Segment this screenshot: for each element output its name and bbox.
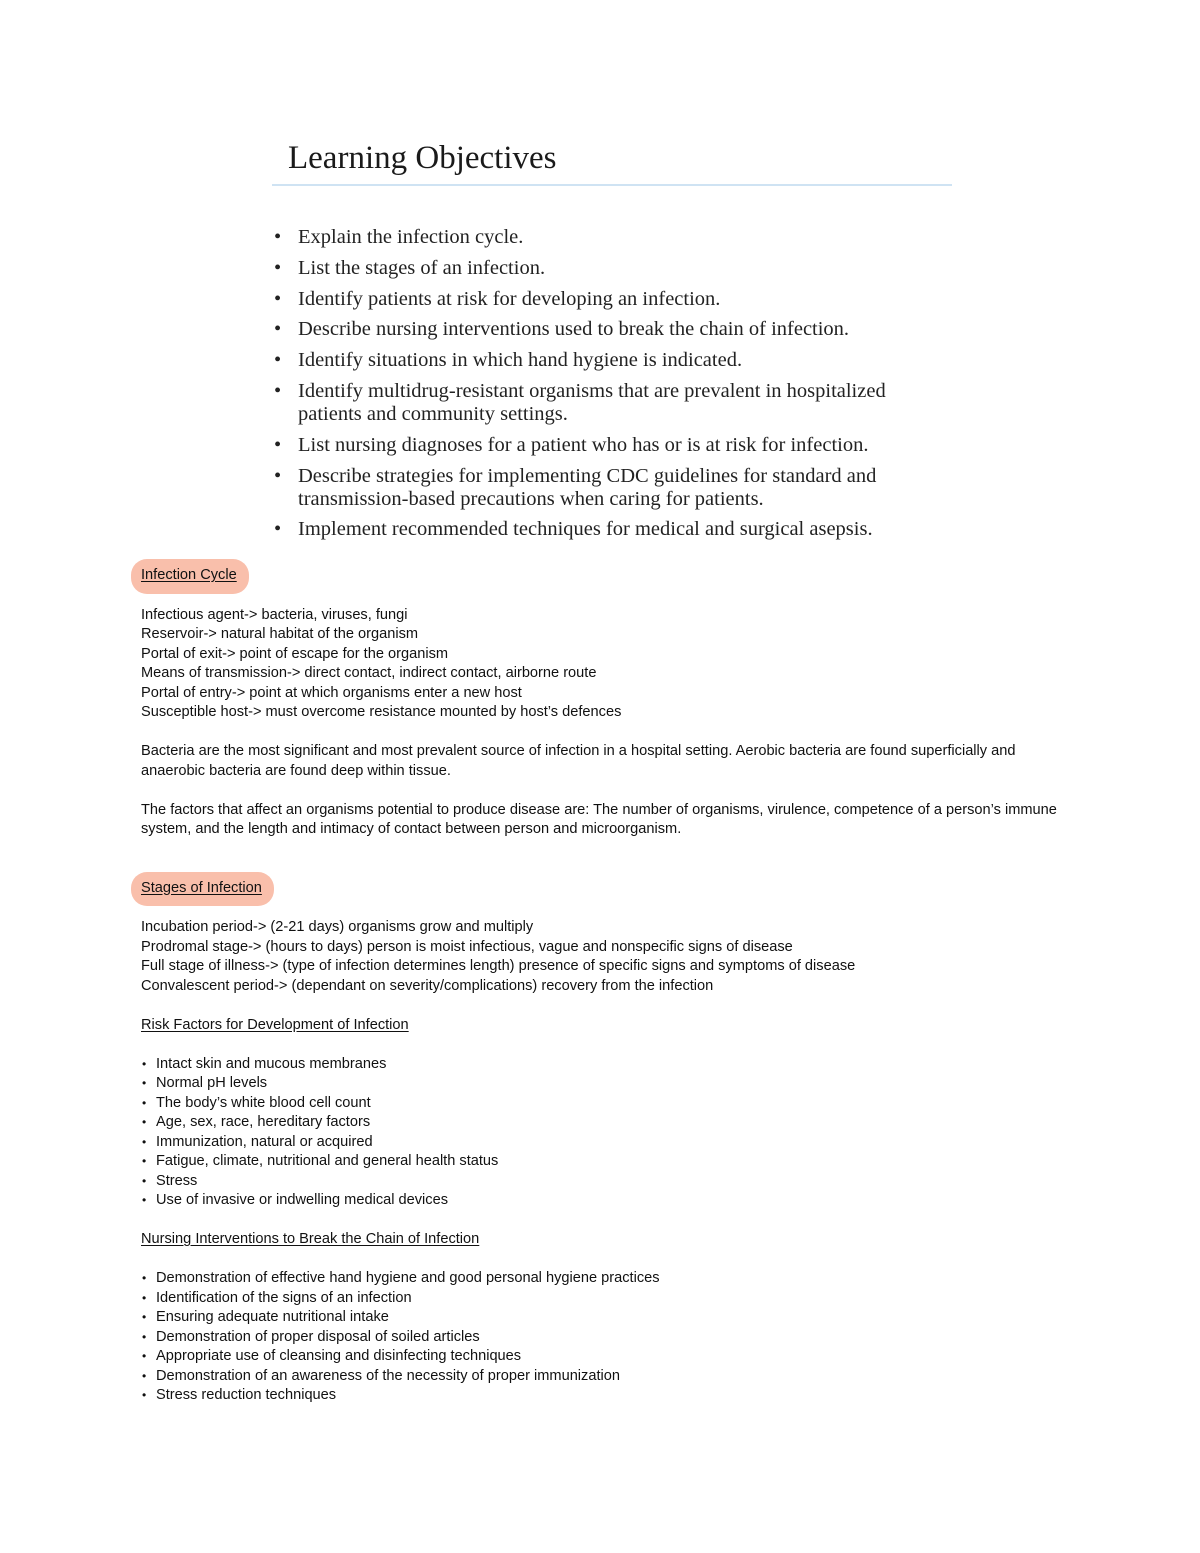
list-item: • Demonstration of effective hand hygiene and good personal hygiene practices <box>141 1269 1061 1289</box>
stages-list <box>141 918 1061 996</box>
list-item: Prodromal stage-> (hours to days) person is moist infectious, vague and nonspecific signs of disease <box>141 938 793 955</box>
bacteria-paragraph: Bacteria are the most significant and most prevalent source of infection in a hospital setting. Aerobic bacteria are found superficially and anaerobic bacteria are found deep within tissue. <box>141 743 1016 779</box>
list-item: • Normal pH levels <box>141 1074 1061 1094</box>
list-item: • Demonstration of an awareness of the necessity of proper immunization <box>141 1367 1061 1387</box>
risk-factors-heading: Risk Factors for Development of Infection <box>141 1016 409 1033</box>
objective-item: • Identify patients at risk for developing an infection. <box>272 288 952 311</box>
list-item: Reservoir-> natural habitat of the organism <box>141 626 419 642</box>
objective-item: • Describe strategies for implementing CDC guidelines for standard and transmission-based precautions when caring for patients. <box>272 465 952 511</box>
list-item: • Use of invasive or indwelling medical devices <box>141 1191 1061 1211</box>
stages-heading: Stages of Infection <box>141 879 262 899</box>
list-item: • Stress reduction techniques <box>141 1386 1061 1406</box>
list-item: • The body’s white blood cell count <box>141 1094 1061 1114</box>
learning-objectives-slide <box>272 130 952 560</box>
list-item: Infectious agent-> bacteria, viruses, fungi <box>141 606 408 623</box>
list-item: • Identification of the signs of an infection <box>141 1289 1061 1309</box>
objective-item: • Describe nursing interventions used to break the chain of infection. <box>272 318 952 341</box>
objective-item: • Identify multidrug-resistant organisms that are prevalent in hospitalized patients and community settings. <box>272 380 952 426</box>
list-item: • Ensuring adequate nutritional intake <box>141 1308 1061 1328</box>
list-item: Portal of entry-> point at which organisms enter a new host <box>141 684 522 701</box>
objective-item: • List the stages of an infection. <box>272 257 952 280</box>
infection-cycle-heading: Infection Cycle <box>141 566 237 586</box>
list-item: • Fatigue, climate, nutritional and general health status <box>141 1152 1061 1172</box>
objective-item: • Identify situations in which hand hygiene is indicated. <box>272 349 952 372</box>
list-item: • Immunization, natural or acquired <box>141 1133 1061 1153</box>
lecture-notes <box>141 566 1061 1406</box>
infection-cycle-list <box>141 606 1061 723</box>
objective-item: • Explain the infection cycle. <box>272 226 952 249</box>
list-item: • Stress <box>141 1172 1061 1192</box>
objective-item: • Implement recommended techniques for medical and surgical asepsis. <box>272 518 952 541</box>
objectives-list <box>272 226 952 549</box>
list-item: Susceptible host-> must overcome resistance mounted by host’s defences <box>141 704 622 720</box>
interventions-heading: Nursing Interventions to Break the Chain of Infection <box>141 1231 480 1247</box>
list-item: Means of transmission-> direct contact, indirect contact, airborne route <box>141 665 597 681</box>
list-item: • Intact skin and mucous membranes <box>141 1055 1061 1075</box>
risk-factors-list <box>141 1055 1061 1211</box>
disease-factors-paragraph: The factors that affect an organisms potential to produce disease are: The number of organisms, virulence, competence of a person’s immune system, and the length and intimacy of contact between person and microorganism. <box>141 801 1057 837</box>
interventions-list <box>141 1269 1061 1406</box>
list-item: Incubation period-> (2-21 days) organisms grow and multiply <box>141 919 534 935</box>
title-divider <box>272 184 952 186</box>
objectives-title: Learning Objectives <box>288 140 557 176</box>
objective-item: • List nursing diagnoses for a patient who has or is at risk for infection. <box>272 434 952 457</box>
list-item: Portal of exit-> point of escape for the organism <box>141 645 449 662</box>
list-item: • Demonstration of proper disposal of soiled articles <box>141 1328 1061 1348</box>
list-item: • Appropriate use of cleansing and disinfecting techniques <box>141 1347 1061 1367</box>
list-item: • Age, sex, race, hereditary factors <box>141 1113 1061 1133</box>
list-item: Full stage of illness-> (type of infection determines length) presence of specific signs and symptoms of disease <box>141 958 856 974</box>
list-item: Convalescent period-> (dependant on severity/complications) recovery from the infection <box>141 977 714 994</box>
